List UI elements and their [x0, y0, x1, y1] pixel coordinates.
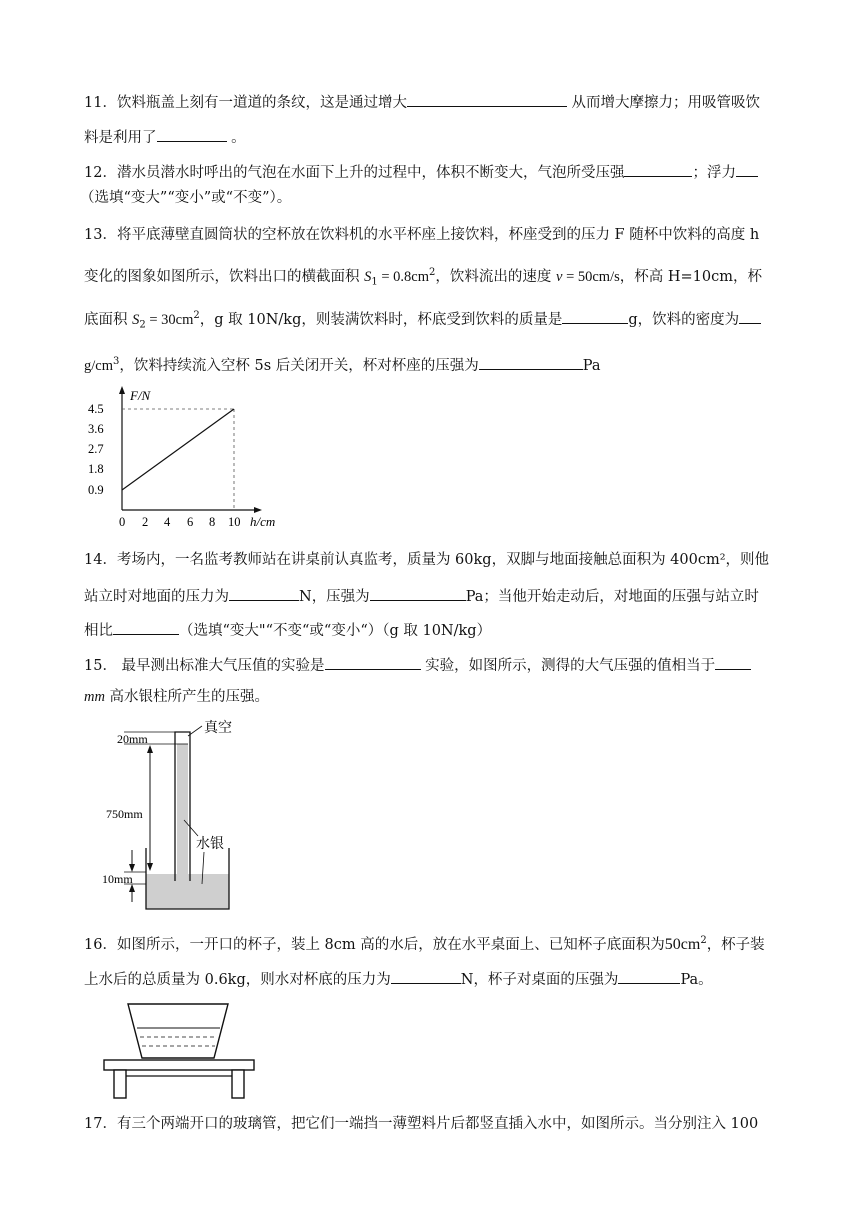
table-leg — [114, 1070, 126, 1098]
question-14-line-3: 相比 （选填“变大"“不变“或“变小“）（g 取 10N/kg） — [84, 619, 491, 641]
question-13-line-4: $g/cm^3$，饮料持续流入空杯 5s 后关闭开关，杯对杯座的压强为 Pa — [84, 352, 601, 376]
x-tick-label: 0 — [119, 515, 126, 529]
y-ticks — [88, 402, 104, 497]
x-axis-label: h/cm — [250, 514, 276, 529]
question-11-line-2: 料是利用了 。 — [84, 126, 246, 148]
arrow-head — [129, 864, 135, 872]
y-tick-label: 1.8 — [88, 462, 104, 476]
answer-blank[interactable] — [739, 308, 761, 324]
answer-blank[interactable] — [325, 654, 421, 670]
leader-line — [188, 726, 202, 736]
question-12-line-1: 12．潜水员潜水时呼出的气泡在水面下上升的过程中，体积不断变大，气泡所受压强 ；浮力 — [84, 161, 758, 183]
torricelli-apparatus — [102, 712, 248, 914]
x-tick-label: 8 — [209, 515, 216, 529]
answer-blank[interactable] — [113, 619, 179, 635]
y-axis-arrow — [119, 386, 125, 394]
arrow-head — [147, 745, 153, 753]
question-15-line-1: 15． 最早测出标准大气压值的实验是 实验，如图所示，测得的大气压强的值相当于 — [84, 654, 751, 676]
label-mercury: 水银 — [196, 837, 224, 852]
mercury-column — [177, 744, 188, 880]
x-tick-label: 10 — [228, 515, 241, 529]
question-11-line-1: 11．饮料瓶盖上刻有一道道的条纹，这是通过增大 从而增大摩擦力；用吸管吸饮 — [84, 91, 760, 113]
question-16-line-2: 上水后的总质量为 0.6kg，则水对杯底的压力为 N，杯子对桌面的压强为 Pa。 — [84, 968, 713, 990]
x-tick-label: 6 — [187, 515, 194, 529]
label-750mm: 750mm — [106, 807, 143, 821]
answer-blank[interactable] — [736, 161, 758, 177]
question-13-line-1: 13．将平底薄壁直圆筒状的空杯放在饮料机的水平杯座上接饮料，杯座受到的压力 F 随杯中饮料的高度 h — [84, 227, 760, 243]
table-leg — [232, 1070, 244, 1098]
y-tick-label: 4.5 — [88, 402, 104, 416]
question-12-line-2: （选填“变大”“变小”或“不变”）。 — [80, 190, 292, 206]
x-tick-label: 4 — [164, 515, 171, 529]
answer-blank[interactable] — [370, 585, 466, 601]
answer-blank[interactable] — [229, 585, 299, 601]
answer-blank[interactable] — [562, 308, 628, 324]
label-vacuum: 真空 — [204, 721, 232, 736]
data-line — [122, 409, 234, 490]
question-14-line-2: 站立时对地面的压力为 N，压强为 Pa；当他开始走动后，对地面的压强与站立时 — [84, 585, 759, 607]
answer-blank[interactable] — [618, 968, 680, 984]
y-axis-label: F/N — [130, 388, 151, 403]
answer-blank[interactable] — [479, 354, 583, 370]
cup-on-table-figure — [100, 996, 260, 1102]
answer-blank[interactable] — [715, 654, 751, 670]
y-tick-label: 2.7 — [88, 442, 104, 456]
table-top — [104, 1060, 254, 1070]
answer-blank[interactable] — [157, 126, 227, 142]
answer-blank[interactable] — [407, 91, 567, 107]
answer-blank[interactable] — [624, 161, 692, 177]
question-14-line-1: 14．考场内，一名监考教师站在讲桌前认真监考，质量为 60kg，双脚与地面接触总面积为 400cm²，则他 — [84, 552, 770, 568]
question-13-line-2: 变化的图象如图所示，饮料出口的横截面积 $S_1 = 0.8cm^2$，饮料流出的速度 v = 50cm/s，杯高 H=10cm，杯 — [84, 267, 762, 288]
question-13-line-3: 底面积 $S_2 = 30cm^2$，g 取 10N/kg，则装满饮料时，杯底受到饮料的质量是 g，饮料的密度为 — [84, 306, 761, 336]
label-20mm: 20mm — [117, 732, 148, 746]
y-tick-label: 0.9 — [88, 483, 104, 497]
force-height-graph — [86, 382, 306, 532]
question-16-line-1: 16．如图所示，一开口的杯子，装上 8cm 高的水后，放在水平桌面上、已知杯子底面积为$50cm^2$，杯子装 — [84, 935, 765, 953]
x-tick-label: 2 — [142, 515, 149, 529]
arrow-head — [147, 863, 153, 871]
question-15-line-2: mm 高水银柱所产生的压强。 — [84, 689, 270, 705]
label-10mm: 10mm — [102, 872, 133, 886]
x-axis-arrow — [254, 507, 262, 513]
x-ticks — [119, 515, 241, 529]
answer-blank[interactable] — [391, 968, 461, 984]
y-tick-label: 3.6 — [88, 422, 104, 436]
cup — [128, 1004, 228, 1058]
question-17-line-1: 17．有三个两端开口的玻璃管，把它们一端挡一薄塑料片后都竖直插入水中，如图所示。当分别注入 100 — [84, 1116, 759, 1132]
